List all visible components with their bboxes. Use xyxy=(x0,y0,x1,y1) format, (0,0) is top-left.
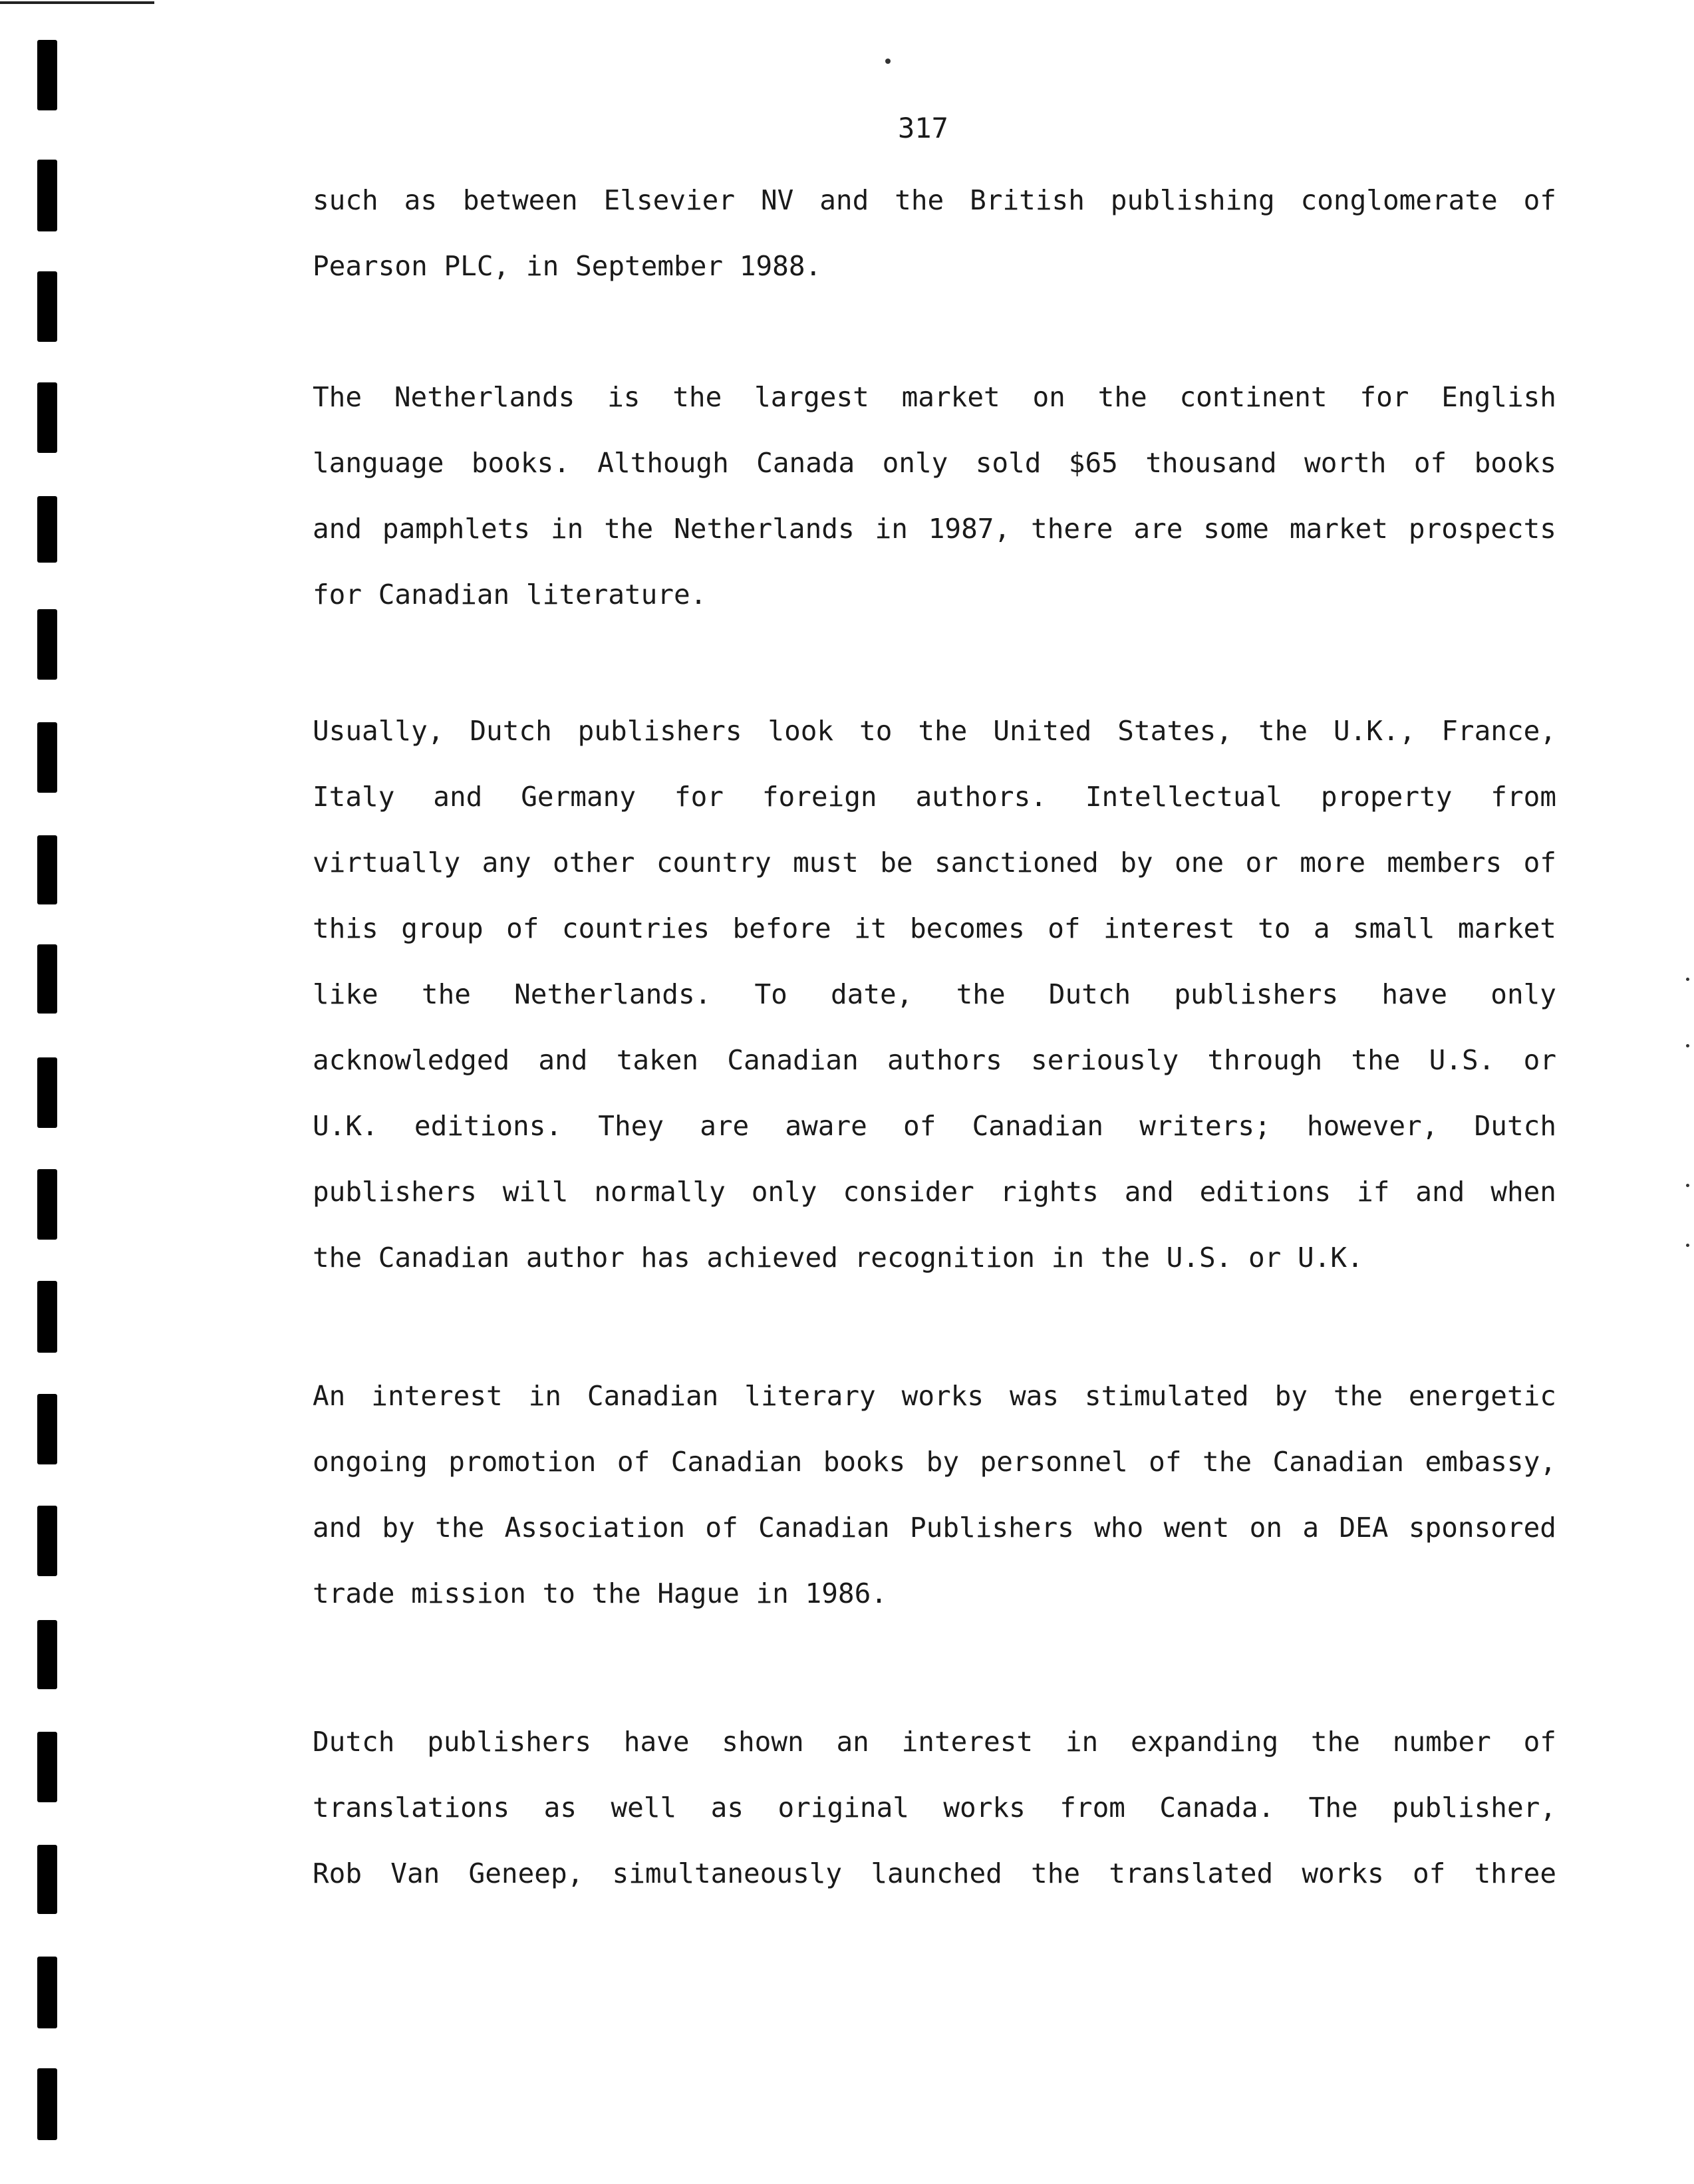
text-line: U.K. editions. They are aware of Canadian writers; however, Dutch xyxy=(313,1110,1556,1142)
text-line: this group of countries before it becomes of interest to a small market xyxy=(313,912,1556,944)
text-line: Rob Van Geneep, simultaneously launched the translated works of three xyxy=(313,1857,1556,1889)
binding-mark xyxy=(37,382,57,453)
paragraph xyxy=(313,698,1556,1291)
binding-mark xyxy=(37,1394,57,1464)
binding-mark xyxy=(37,2068,57,2140)
binding-mark xyxy=(37,1845,57,1914)
binding-mark xyxy=(37,160,57,231)
paragraph xyxy=(313,364,1556,628)
binding-mark xyxy=(37,40,57,110)
binding-mark xyxy=(37,1057,57,1128)
scan-speck xyxy=(1686,978,1689,981)
text-line: the Canadian author has achieved recognition in the U.S. or U.K. xyxy=(313,1242,1363,1274)
text-line: virtually any other country must be sanctioned by one or more members of xyxy=(313,847,1556,879)
binding-mark xyxy=(37,1732,57,1802)
binding-mark xyxy=(37,1506,57,1576)
paragraph xyxy=(313,1363,1556,1627)
paragraph xyxy=(313,168,1556,299)
binding-mark xyxy=(37,1957,57,2028)
binding-mark xyxy=(37,722,57,793)
paragraph xyxy=(313,1709,1556,1907)
text-line: and by the Association of Canadian Publishers who went on a DEA sponsored xyxy=(313,1512,1556,1544)
page-number: 317 xyxy=(898,112,948,144)
scan-speck xyxy=(1686,1184,1689,1187)
top-rule xyxy=(0,1,154,4)
text-line: ongoing promotion of Canadian books by personnel of the Canadian embassy, xyxy=(313,1446,1556,1478)
binding-mark xyxy=(37,1281,57,1353)
text-line: An interest in Canadian literary works was stimulated by the energetic xyxy=(313,1380,1556,1412)
text-line: Dutch publishers have shown an interest in expanding the number of xyxy=(313,1726,1556,1758)
text-line: Pearson PLC, in September 1988. xyxy=(313,250,822,282)
scan-speck xyxy=(1686,1044,1689,1047)
text-line: translations as well as original works from Canada. The publisher, xyxy=(313,1792,1556,1824)
binding-mark xyxy=(37,1169,57,1240)
text-line: language books. Although Canada only sold $65 thousand worth of books xyxy=(313,447,1556,479)
text-line: The Netherlands is the largest market on the continent for English xyxy=(313,381,1556,413)
binding-mark xyxy=(37,609,57,680)
text-line: trade mission to the Hague in 1986. xyxy=(313,1577,887,1609)
text-line: Italy and Germany for foreign authors. Intellectual property from xyxy=(313,781,1556,813)
binding-mark xyxy=(37,271,57,342)
scan-speck xyxy=(885,59,891,64)
text-line: such as between Elsevier NV and the British publishing conglomerate of xyxy=(313,184,1556,216)
scan-speck xyxy=(1686,1244,1689,1247)
text-line: Usually, Dutch publishers look to the United States, the U.K., France, xyxy=(313,715,1556,747)
text-line: for Canadian literature. xyxy=(313,579,707,611)
text-line: and pamphlets in the Netherlands in 1987, there are some market prospects xyxy=(313,513,1556,545)
binding-mark xyxy=(37,944,57,1014)
binding-mark xyxy=(37,496,57,563)
text-line: like the Netherlands. To date, the Dutch publishers have only xyxy=(313,978,1556,1010)
binding-mark xyxy=(37,835,57,904)
text-line: publishers will normally only consider rights and editions if and when xyxy=(313,1176,1556,1208)
text-line: acknowledged and taken Canadian authors seriously through the U.S. or xyxy=(313,1044,1556,1076)
binding-mark xyxy=(37,1620,57,1689)
